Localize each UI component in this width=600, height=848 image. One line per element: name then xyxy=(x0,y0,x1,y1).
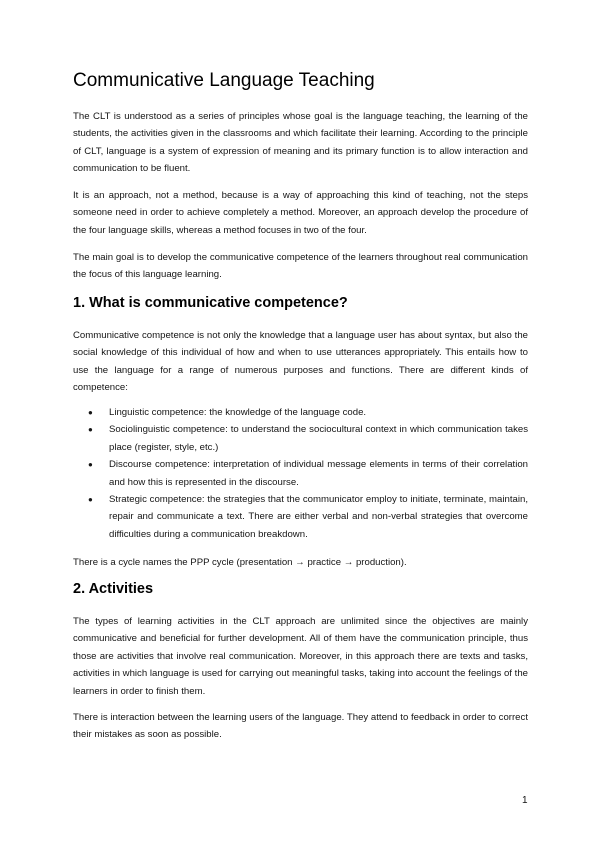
bullet-icon: ● xyxy=(88,495,93,505)
intro-paragraph: It is an approach, not a method, because is a way of approaching this kind of teaching, not the steps someone need in order to achieve completely a method. Moreover, an approach develop the procedure of the four language skills, whereas a method focuses in two of the four. xyxy=(73,190,528,236)
list-item xyxy=(73,421,528,456)
intro-paragraph: The CLT is understood as a series of principles whose goal is the language teaching, the learning of the students, the activities given in the classrooms and which facilitate their learning. According to the principle of CLT, language is a system of expression of meaning and its primary function is to allow interaction and communication to be fluent. xyxy=(73,111,528,175)
page-number: 1 xyxy=(522,795,528,806)
bullet-icon: ● xyxy=(88,460,93,470)
list-item-text: Discourse competence: interpretation of individual message elements in terms of their correlation and how this is represented in the discourse. xyxy=(109,459,528,488)
list-item-text: Sociolinguistic competence: to understand the sociocultural context in which communication takes place (register, style, etc.) xyxy=(109,424,528,453)
list-item-text: Strategic competence: the strategies that the communicator employ to initiate, terminate, maintain, repair and communicate a text. There are either verbal and non-verbal strategies that overcome difficulties during a communication breakdown. xyxy=(109,494,528,540)
section-heading-activities: 2. Activities xyxy=(73,581,154,597)
list-item xyxy=(73,404,528,421)
list-item xyxy=(73,456,528,491)
list-item-text: Linguistic competence: the knowledge of the language code. xyxy=(109,407,367,418)
section-heading-communicative-competence: 1. What is communicative competence? xyxy=(73,295,348,311)
intro-paragraph: The main goal is to develop the communicative competence of the learners throughout real communication the focus of this language learning. xyxy=(73,252,528,281)
bullet-icon: ● xyxy=(88,408,93,417)
document-title: Communicative Language Teaching xyxy=(73,70,375,91)
section-paragraph: Communicative competence is not only the knowledge that a language user has about syntax, but also the social knowledge of this individual of how and when to use utterances appropriately. This entails how to use the language for a range of numerous purposes and functions. There are different kinds of competence: xyxy=(73,330,528,394)
section-paragraph: The types of learning activities in the CLT approach are unlimited since the objectives are mainly communicative and beneficial for further development. All of them have the communication principle, thus those are activities that involve real communication. Moreover, in this approach there are texts and tasks, activities in which language is used for carrying out meaningful tasks, taking into account the feelings of the learners in order to finish them. xyxy=(73,616,528,697)
section-paragraph: There is interaction between the learning users of the language. They attend to feedback in order to correct their mistakes as soon as possible. xyxy=(73,712,528,741)
section-closing-paragraph: There is a cycle names the PPP cycle (presentation → practice → production). xyxy=(73,557,407,568)
list-item xyxy=(73,491,528,543)
bullet-icon: ● xyxy=(88,425,93,435)
competence-list xyxy=(73,404,528,543)
